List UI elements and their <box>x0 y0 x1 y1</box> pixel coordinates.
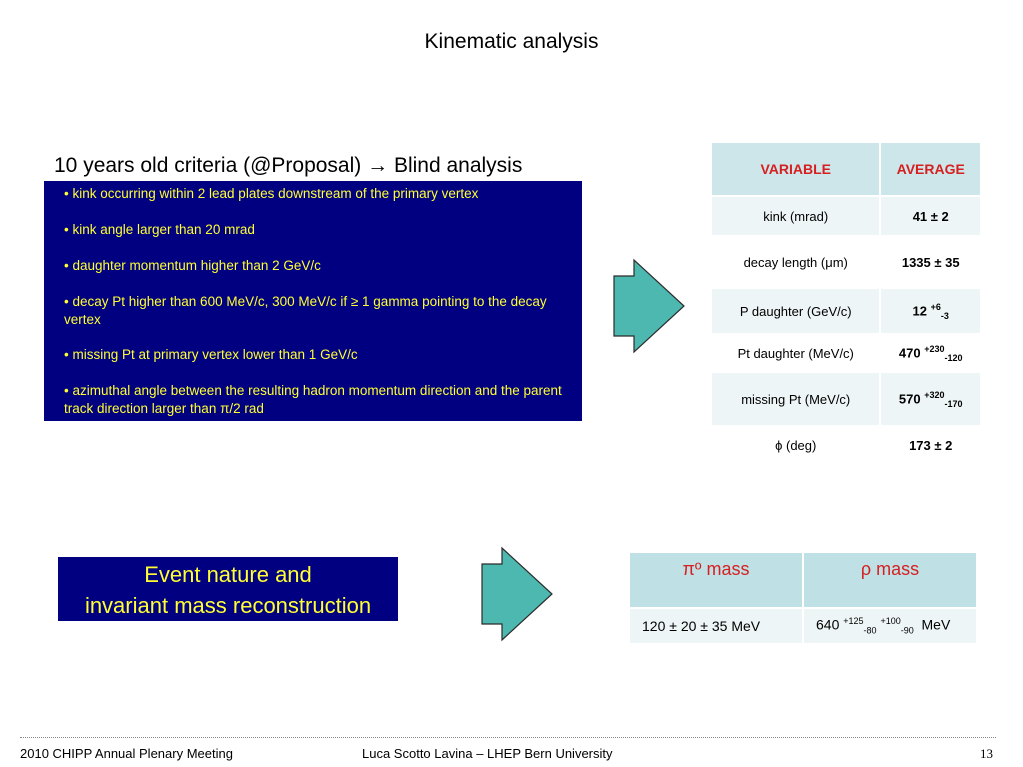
mass-table <box>628 551 978 645</box>
value-sup: +320 <box>924 389 945 400</box>
criteria-box <box>44 181 582 421</box>
variable-cell: kink (mrad) <box>711 196 880 236</box>
value-cell: 570 $^{+320}_{-170}$ <box>880 372 981 426</box>
criteria-item: • daughter momentum higher than 2 GeV/c <box>64 258 321 273</box>
pi-mass-header: πº mass <box>629 552 803 608</box>
value-cell: 1335 ± 35 <box>880 236 981 288</box>
right-arrow-icon <box>612 258 686 354</box>
table-header-variable: VARIABLE <box>711 142 880 196</box>
page-number: 13 <box>980 746 993 761</box>
criteria-item: • azimuthal angle between the resulting hadron momentum direction and the parent track direction larger than π/2 rad <box>64 383 562 416</box>
table-row <box>711 426 981 464</box>
variable-cell: Pt daughter (MeV/c) <box>711 334 880 372</box>
value-sup: +6 <box>930 301 941 312</box>
rho-mass-header: ρ mass <box>803 552 977 608</box>
table-row <box>711 372 981 426</box>
value-sub: -3 <box>940 310 949 321</box>
footer-divider <box>20 737 996 738</box>
variable-cell: decay length (μm) <box>711 236 880 288</box>
value-sub: -120 <box>944 352 963 363</box>
event-nature-box <box>58 557 398 621</box>
footer-left: 2010 CHIPP Annual Plenary Meeting <box>20 746 233 761</box>
right-arrow-icon <box>480 546 554 642</box>
slide-title: Kinematic analysis <box>424 30 599 53</box>
criteria-item: • kink occurring within 2 lead plates downstream of the primary vertex <box>64 186 479 201</box>
variable-cell: missing Pt (MeV/c) <box>711 372 880 426</box>
rho-mass-value: 640 $^{+125}_{-80}$ $^{+100}_{-90}$ MeV <box>803 608 977 644</box>
value-sub: -170 <box>944 398 963 409</box>
value-cell: 41 ± 2 <box>880 196 981 236</box>
footer-center: Luca Scotto Lavina – LHEP Bern University <box>362 746 613 761</box>
criteria-heading: 10 years old criteria (@Proposal) → Blind analysis <box>54 154 523 177</box>
value-cell: 173 ± 2 <box>880 426 981 464</box>
table-row <box>711 236 981 288</box>
value-cell: 470 $^{+230}_{-120}$ <box>880 334 981 372</box>
value-sup: +230 <box>924 343 945 354</box>
pi-mass-value: 120 ± 20 ± 35 MeV <box>629 608 803 644</box>
table-row <box>711 288 981 334</box>
criteria-item: • decay Pt higher than 600 MeV/c, 300 MeV/c if ≥ 1 gamma pointing to the decay vertex <box>64 294 547 327</box>
variable-cell: ϕ (deg) <box>711 426 880 464</box>
criteria-item: • kink angle larger than 20 mrad <box>64 222 255 237</box>
variable-cell: P daughter (GeV/c) <box>711 288 880 334</box>
variables-table <box>710 141 982 465</box>
event-box-line2: invariant mass reconstruction <box>84 593 372 618</box>
value-cell: 12 $^{+6}_{-3}$ <box>880 288 981 334</box>
table-row <box>711 196 981 236</box>
table-header-average: AVERAGE <box>880 142 981 196</box>
criteria-item: • missing Pt at primary vertex lower than 1 GeV/c <box>64 347 358 362</box>
event-box-line1: Event nature and <box>144 562 312 587</box>
table-row <box>711 334 981 372</box>
